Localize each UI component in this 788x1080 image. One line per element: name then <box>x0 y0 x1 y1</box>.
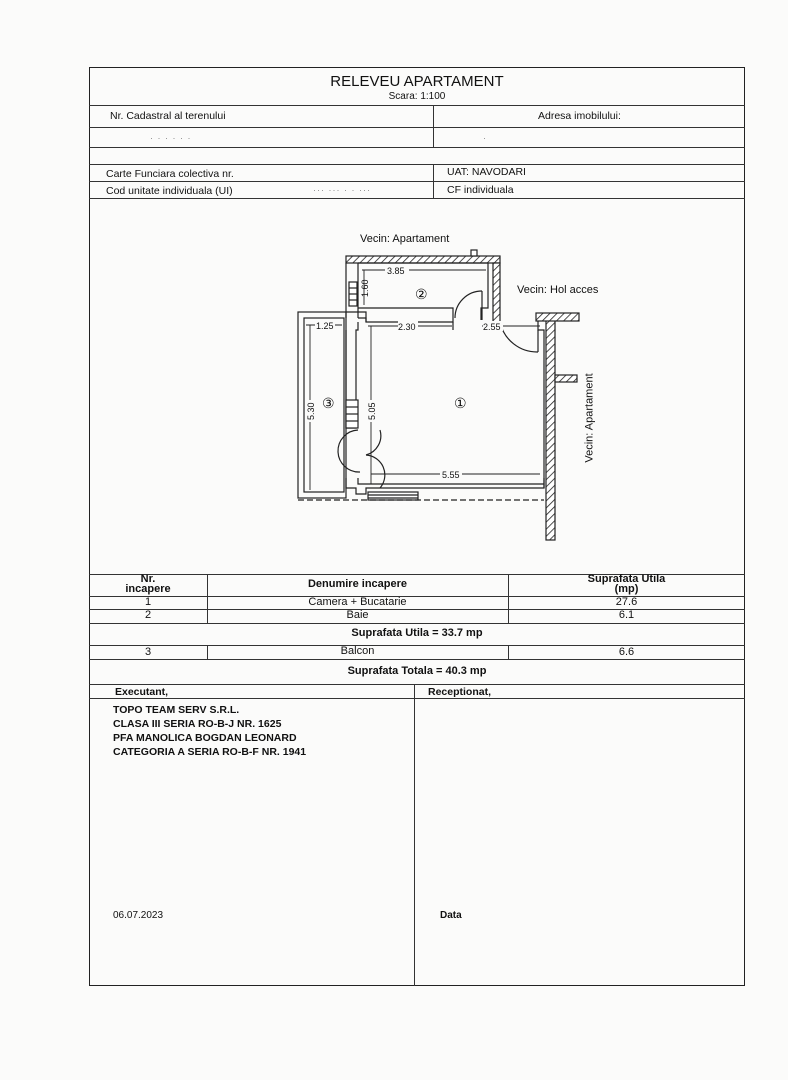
cf-individuala-label: CF individuala <box>447 184 514 196</box>
col-header-area-line2: (mp) <box>614 583 639 595</box>
divider <box>414 684 415 986</box>
col-header-name: Denumire incapere <box>307 578 408 590</box>
divider <box>89 659 745 660</box>
room-2-marker: ② <box>415 286 428 302</box>
executant-line-2: CLASA III SERIA RO-B-J NR. 1625 <box>113 718 282 730</box>
useful-area-total: Suprafata Utila = 33.7 mp <box>351 627 483 639</box>
ui-code-label: Cod unitate individuala (UI) <box>106 185 233 197</box>
cadastral-label: Nr. Cadastral al terenului <box>110 110 226 122</box>
neighbor-hall-label: Vecin: Hol acces <box>517 284 599 296</box>
neighbor-right-label: Vecin: Apartament <box>583 373 596 463</box>
row-3-name: Balcon <box>340 645 375 657</box>
svg-text:1.60: 1.60 <box>360 279 370 297</box>
dim-bath-width: 3.85 <box>387 266 405 276</box>
executant-line-3: PFA MANOLICA BOGDAN LEONARD <box>113 732 297 744</box>
executant-date: 06.07.2023 <box>113 910 164 921</box>
cf-colectiva-label: Carte Funciara colectiva nr. <box>106 168 234 180</box>
svg-text:2.30: 2.30 <box>398 322 416 332</box>
row-1-area: 27.6 <box>615 596 638 608</box>
executant-line-1: TOPO TEAM SERV S.R.L. <box>113 704 240 716</box>
document-title: RELEVEU APARTAMENT <box>330 73 504 90</box>
room-3-marker: ③ <box>322 395 335 411</box>
col-header-nr <box>89 574 207 594</box>
divider <box>89 623 745 624</box>
address-label: Adresa imobilului: <box>538 110 621 122</box>
neighbor-top-label: Vecin: Apartament <box>360 233 450 245</box>
document-scale: Scara: 1:100 <box>388 91 446 102</box>
address-value: · <box>483 133 487 143</box>
svg-text:5.55: 5.55 <box>442 470 460 480</box>
divider <box>89 684 745 685</box>
row-2-area: 6.1 <box>618 609 635 621</box>
row-1-name: Camera + Bucatarie <box>308 596 407 608</box>
svg-text:1.25: 1.25 <box>316 321 334 331</box>
svg-text:5.05: 5.05 <box>367 402 377 420</box>
uat-label: UAT: NAVODARI <box>447 166 526 178</box>
executant-line-4: CATEGORIA A SERIA RO-B-F NR. 1941 <box>113 746 307 758</box>
divider <box>89 698 745 699</box>
svg-text:5.30: 5.30 <box>306 402 316 420</box>
receptionat-label: Receptionat, <box>428 686 492 698</box>
ui-code-value: ··· ··· · · ··· <box>313 185 371 195</box>
receptionat-date-label: Data <box>440 910 462 921</box>
row-2-name: Baie <box>346 609 369 621</box>
svg-text:2.55: 2.55 <box>483 322 501 332</box>
cadastral-value: · · · · · · <box>150 133 192 143</box>
grand-area-total: Suprafata Totala = 40.3 mp <box>347 665 487 677</box>
row-3-area: 6.6 <box>618 646 635 658</box>
col-header-area <box>508 574 745 594</box>
executant-label: Executant, <box>115 686 169 698</box>
col-header-nr-line2: incapere <box>125 583 171 595</box>
col-header-area-line1: Suprafata Utila <box>587 573 666 585</box>
col-header-nr-line1: Nr. <box>140 573 156 585</box>
room-1-marker: ① <box>454 395 467 411</box>
row-3-nr: 3 <box>144 646 152 658</box>
row-1-nr: 1 <box>144 596 152 608</box>
row-2-nr: 2 <box>144 609 152 621</box>
